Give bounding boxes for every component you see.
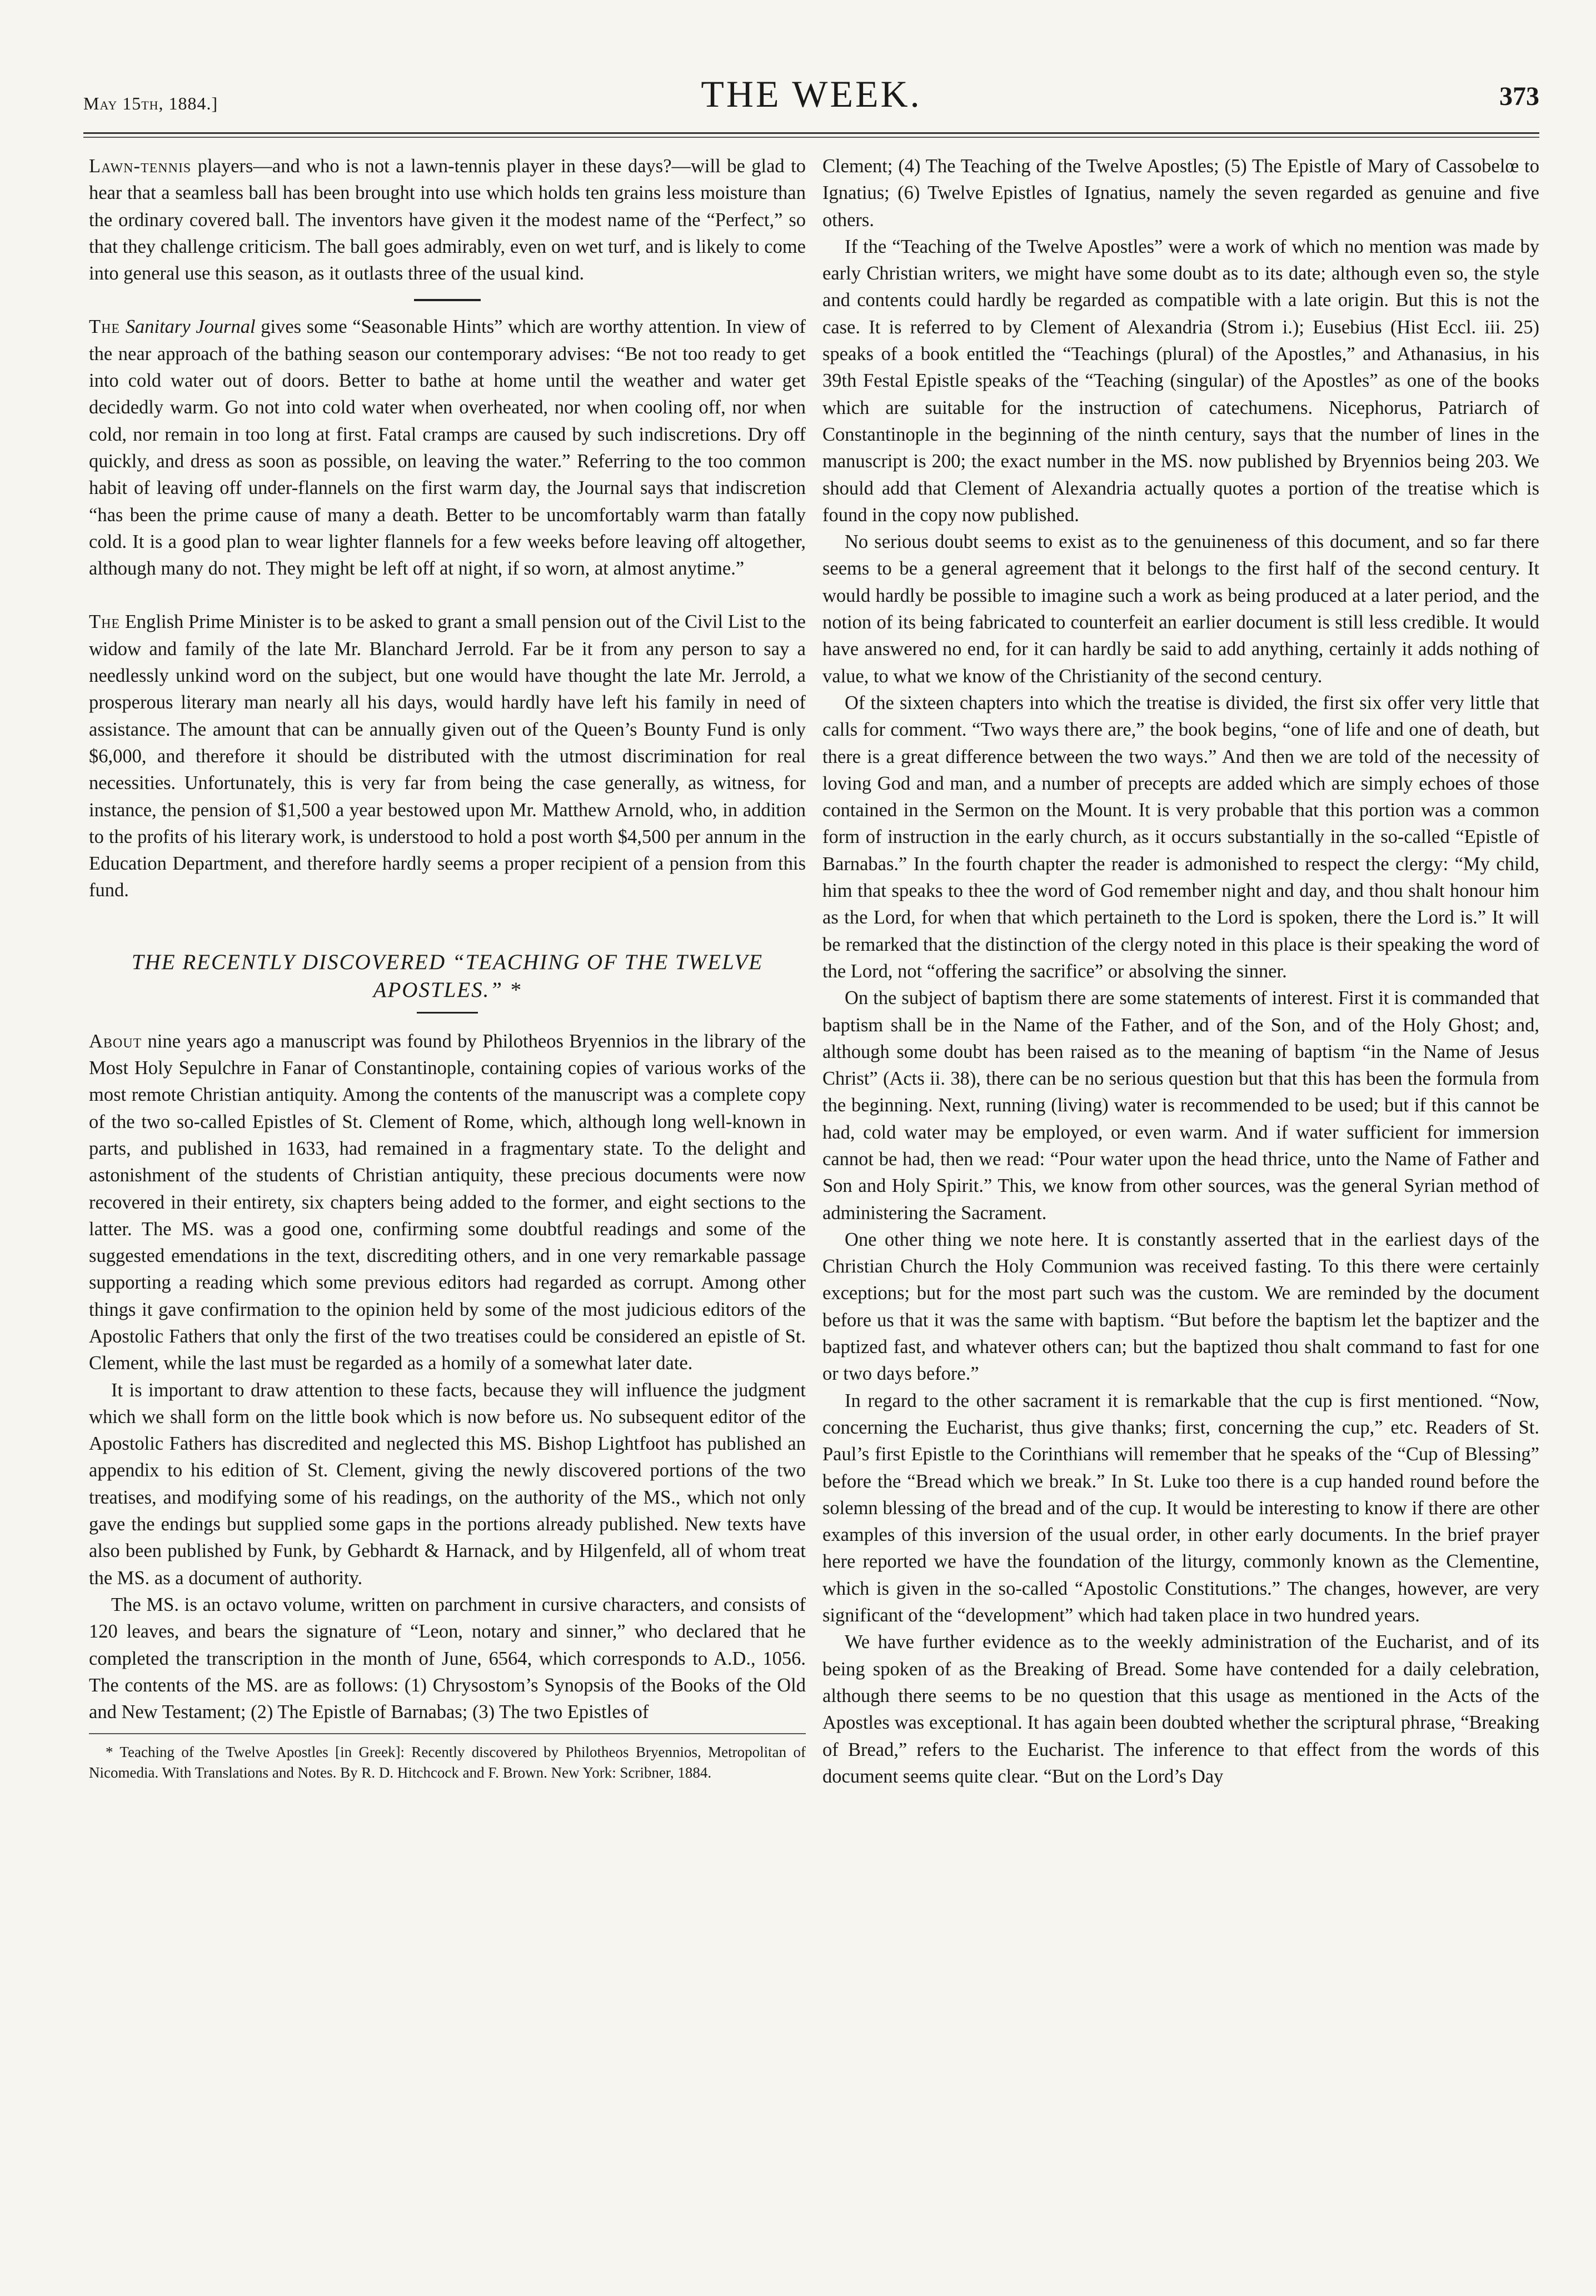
right-paragraph-1: Clement; (4) The Teaching of the Twelve Apostles; (5) The Epistle of Mary of Cassobelœ to Ignatius; (6) Twelve Epistles of Ignatius, namely the seven regarded as genuine and five others. bbox=[822, 156, 1539, 231]
page-number: 373 bbox=[1499, 82, 1539, 111]
right-paragraph-6: One other thing we note here. It is constantly asserted that in the earliest days of the Christian Church the Holy Communion was received fasting. To this there were certainly exceptions; but for the most part such was the custom. We are reminded by the document before us that it was the same with baptism. “But before the baptism let the baptizer and the baptized fast, and whatever others can; but the baptized thou shalt command to fast for one or two days before.” bbox=[822, 1229, 1539, 1385]
paragraph-text: English Prime Minister is to be asked to grant a small pension out of the Civil List to the widow and family of the late Mr. Blanchard Jerrold. Far be it from any person to say a needlessly unkind word on the subject, but one would have thought the late Mr. Jerrold, a prosperous literary man nearly all his days, would hardly have left his family in need of assistance. The amount that can be annually given out of the Queen’s Bounty Fund is only $6,000, and therefore it should be distributed with the utmost discrimination for real necessities. Unfortunately, this is very far from being the case generally, as witness, for instance, the pension of $1,500 a year bestowed upon Mr. Matthew Arnold, who, in addition to the profits of his literary work, is understood to hold a post worth $4,500 per annum in the Education Department, and therefore hardly seems a proper recipient of a pension from this fund. bbox=[89, 611, 806, 901]
right-paragraph-3: No serious doubt seems to exist as to the genuineness of this document, and so far there seems to be a general agreement that it belongs to the first half of the second century. It would hardly be possible to imagine such a work as being produced at a later period, and the notion of its being fabricated to counterfeit an earlier document is still less credible. It would have answered no end, for it can hardly be said to add anything, certainly it adds nothing of value, to what we know of the Christianity of the second century. bbox=[822, 531, 1539, 687]
spacer bbox=[89, 582, 806, 608]
section-divider bbox=[414, 299, 481, 301]
footnote: * Teaching of the Twelve Apostles [in Greek]: Recently discovered by Philotheos Bryennios, Metropolitan of Nicomedia. With Translations and Notes. By R. D. Hitchcock and F. Brown. New York: Scribner, 1884. bbox=[89, 1744, 806, 1781]
lead-word: The bbox=[89, 316, 121, 338]
paragraph-text: nine years ago a manuscript was found by Philotheos Bryennios in the library of the Most Holy Sepulchre in Fanar of Constantinople, containing copies of various works of the most remote Christian antiquity. Among the contents of the manuscript was a complete copy of the two so-called Epistles of St. Clement of Rome, which, although long well-known in parts, and published in 1633, had remained in a fragmentary state. To the delight and astonishment of the students of Christian antiquity, these precious documents were now recovered in their entirety, six chapters being added to the former, and eight sections to the latter. The MS. was a good one, confirming some doubtful readings and some of the suggested emendations in the text, discrediting others, and in one very remarkable passage supporting a reading which some previous editors had regarded as corrupt. Among other things it gave confirmation to the opinion held by some of the most judicious editors of the Apostolic Fathers that only the first of the two treatises could be considered an epistle of St. Clement, while the last must be regarded as a homily of a somewhat later date. bbox=[89, 1030, 806, 1374]
right-paragraph-5: On the subject of baptism there are some statements of interest. First it is commanded that baptism shall be in the Name of the Father, and of the Son, and of the Holy Ghost; and, although some doubt has been raised as to the meaning of baptism “in the Name of Jesus Christ” (Acts ii. 38), there can be no serious question but that this has been the formula from the beginning. Next, running (living) water is recommended to be used; but if this cannot be had, cold water may be employed, or even warm. And if water sufficient for immersion cannot be had, then we read: “Pour water upon the head thrice, unto the Name of Father and Son and Holy Spirit.” This, we know from other sources, was the general Syrian method of administering the Sacrament. bbox=[822, 987, 1539, 1224]
article-title: THE RECENTLY DISCOVERED “TEACHING OF THE TWELVE APOSTLES.” * bbox=[131, 950, 764, 1002]
paragraph-text: gives some “Seasonable Hints” which are worthy attention. In view of the near approach of the bathing season our contemporary advises: “Be not too ready to get into cold water out of doors. Better to bathe at home until the weather and water get decidedly warm. Go not into cold water when overheated, nor when cooling off, nor when cold, nor remain in too long at first. Fatal cramps are caused by such indiscretions. Dry off quickly, and dress as soon as possible, on leaving the water.” Referring to the too common habit of leaving off under-flannels on the first warm day, the Journal says that indiscretion “has been the prime cause of many a death. Better to be uncomfortably warm than fatally cold. It is a good plan to wear lighter flannels for a few weeks before leaving off altogether, although many do not. They might be left off at night, if so worn, at almost anytime.” bbox=[89, 316, 806, 580]
right-paragraph-7: In regard to the other sacrament it is remarkable that the cup is first mentioned. “Now, concerning the Eucharist, thus give thanks; first, concerning the cup,” etc. Readers of St. Paul’s first Epistle to the Corinthians will remember that he speaks of the “Cup of Blessing” before the “Bread which we break.” In St. Luke too there is a cup handed round before the solemn blessing of the bread and of the cup. It would be interesting to know if there are other examples of this inversion of the usual order, in other early documents. In the brief prayer here reported we have the foundation of the liturgy, commonly known as the Clementine, which is given in the so-called “Apostolic Constitutions.” The changes, however, are very significant of the “development” which had taken place in two hundred years. bbox=[822, 1390, 1539, 1626]
lead-word: The bbox=[89, 611, 121, 633]
right-paragraph-2: If the “Teaching of the Twelve Apostles” were a work of which no mention was made by early Christian writers, we might have some doubt as to its date; although even so, the style and contents could hardly be regarded as compatible with a late origin. But this is not the case. It is referred to by Clement of Alexandria (Strom i.); Eusebius (Hist Eccl. iii. 25) speaks of a book entitled the “Teachings (plural) of the Apostles,” and Athanasius, in his 39th Festal Epistle speaks of the “Teaching (singular) of the Apostles” as one of the books which are suitable for the instruction of catechumens. Nicephorus, Patriarch of Constantinople in the beginning of the ninth century, says that the number of lines in the manuscript is 200; the exact number in the MS. now published by Bryennios being 203. We should add that Clement of Alexandria actually quotes a portion of the treatise which is found in the copy now published. bbox=[822, 236, 1539, 526]
lead-word: About bbox=[89, 1030, 142, 1052]
article-paragraph-3: The MS. is an octavo volume, written on parchment in cursive characters, and consists of 120 leaves, and bears the signature of “Leon, notary and sinner,” who declared that he completed the transcription in the month of June, 6564, which corresponds to A.D., 1056. The contents of the MS. are as follows: (1) Chrysostom’s Synopsis of the Books of the Old and New Testament; (2) The Epistle of Barnabas; (3) The two Epistles of bbox=[89, 1594, 806, 1723]
paragraph-sanitary-journal bbox=[89, 313, 806, 582]
header-rule bbox=[83, 132, 1539, 134]
paragraph-text: players—and who is not a lawn-tennis player in these days?—will be glad to hear that a seamless ball has been brought into use which holds ten grains less moisture than the ordinary covered ball. The inventors have given it the modest name of the “Perfect,” so that they challenge criticism. The ball goes admirably, even on wet turf, and is likely to come into general use this season, as it outlasts three of the usual kind. bbox=[89, 156, 806, 284]
issue-date: May 15th, 1884.] bbox=[83, 93, 218, 113]
footnote-rule bbox=[89, 1733, 806, 1734]
journal-title: Sanitary Journal bbox=[125, 316, 256, 338]
page-header bbox=[83, 72, 1539, 117]
header-rule-secondary bbox=[83, 137, 1539, 138]
paragraph-prime-minister bbox=[89, 608, 806, 904]
publication-title: THE WEEK. bbox=[701, 73, 922, 115]
right-paragraph-8: We have further evidence as to the weekly administration of the Eucharist, and of its being spoken of as the Breaking of Bread. Some have contended for a daily celebration, although there seems to be no question that this usage as mentioned in the Acts of the Apostles was exceptional. It has again been doubted whether the scriptural phrase, “Breaking of Bread,” refers to the Eucharist. The inference to that effect from the words of this document seems quite clear. “But on the Lord’s Day bbox=[822, 1631, 1539, 1787]
article-paragraph-2: It is important to draw attention to these facts, because they will influence the judgment which we shall form on the little book which is now before us. No subsequent editor of the Apostolic Fathers has discredited and neglected this MS. Bishop Lightfoot has published an appendix to his edition of St. Clement, giving the newly discovered portions of the two treatises, and modifying some of his readings, on the authority of the MS., which not only gave the endings but supplied some gaps in the portions already published. New texts have also been published by Funk, by Gebhardt & Harnack, and by Hilgenfeld, all of whom treat the MS. as a document of authority. bbox=[89, 1379, 806, 1589]
article-paragraph-1 bbox=[89, 1028, 806, 1377]
paragraph-lawn-tennis bbox=[89, 153, 806, 287]
right-column bbox=[822, 153, 1539, 1790]
title-divider bbox=[417, 1012, 478, 1014]
spacer bbox=[89, 904, 806, 949]
lead-word: Lawn-tennis bbox=[89, 156, 192, 177]
right-paragraph-4: Of the sixteen chapters into which the treatise is divided, the first six offer very little that calls for comment. “Two ways there are,” the book begins, “one of life and one of death, but there is a great difference between the two ways.” And then we are told of the necessity of loving God and man, and a number of precepts are added which are simply echoes of those contained in the Sermon on the Mount. It is very probable that this portion was a common form of instruction in the early church, as it occurs substantially in the so-called “Epistle of Barnabas.” In the fourth chapter the reader is admonished to respect the clergy: “My child, him that speaks to thee the word of God remember night and day, and thou shalt honour him as the Lord, for when that which pertaineth to the Lord is spoken, there the Lord is.” It will be remarked that the distinction of the clergy noted in this place is their speaking the word of the Lord, not “offering the sacrifice” or absolving the sinner. bbox=[822, 692, 1539, 982]
left-column bbox=[89, 153, 806, 1783]
